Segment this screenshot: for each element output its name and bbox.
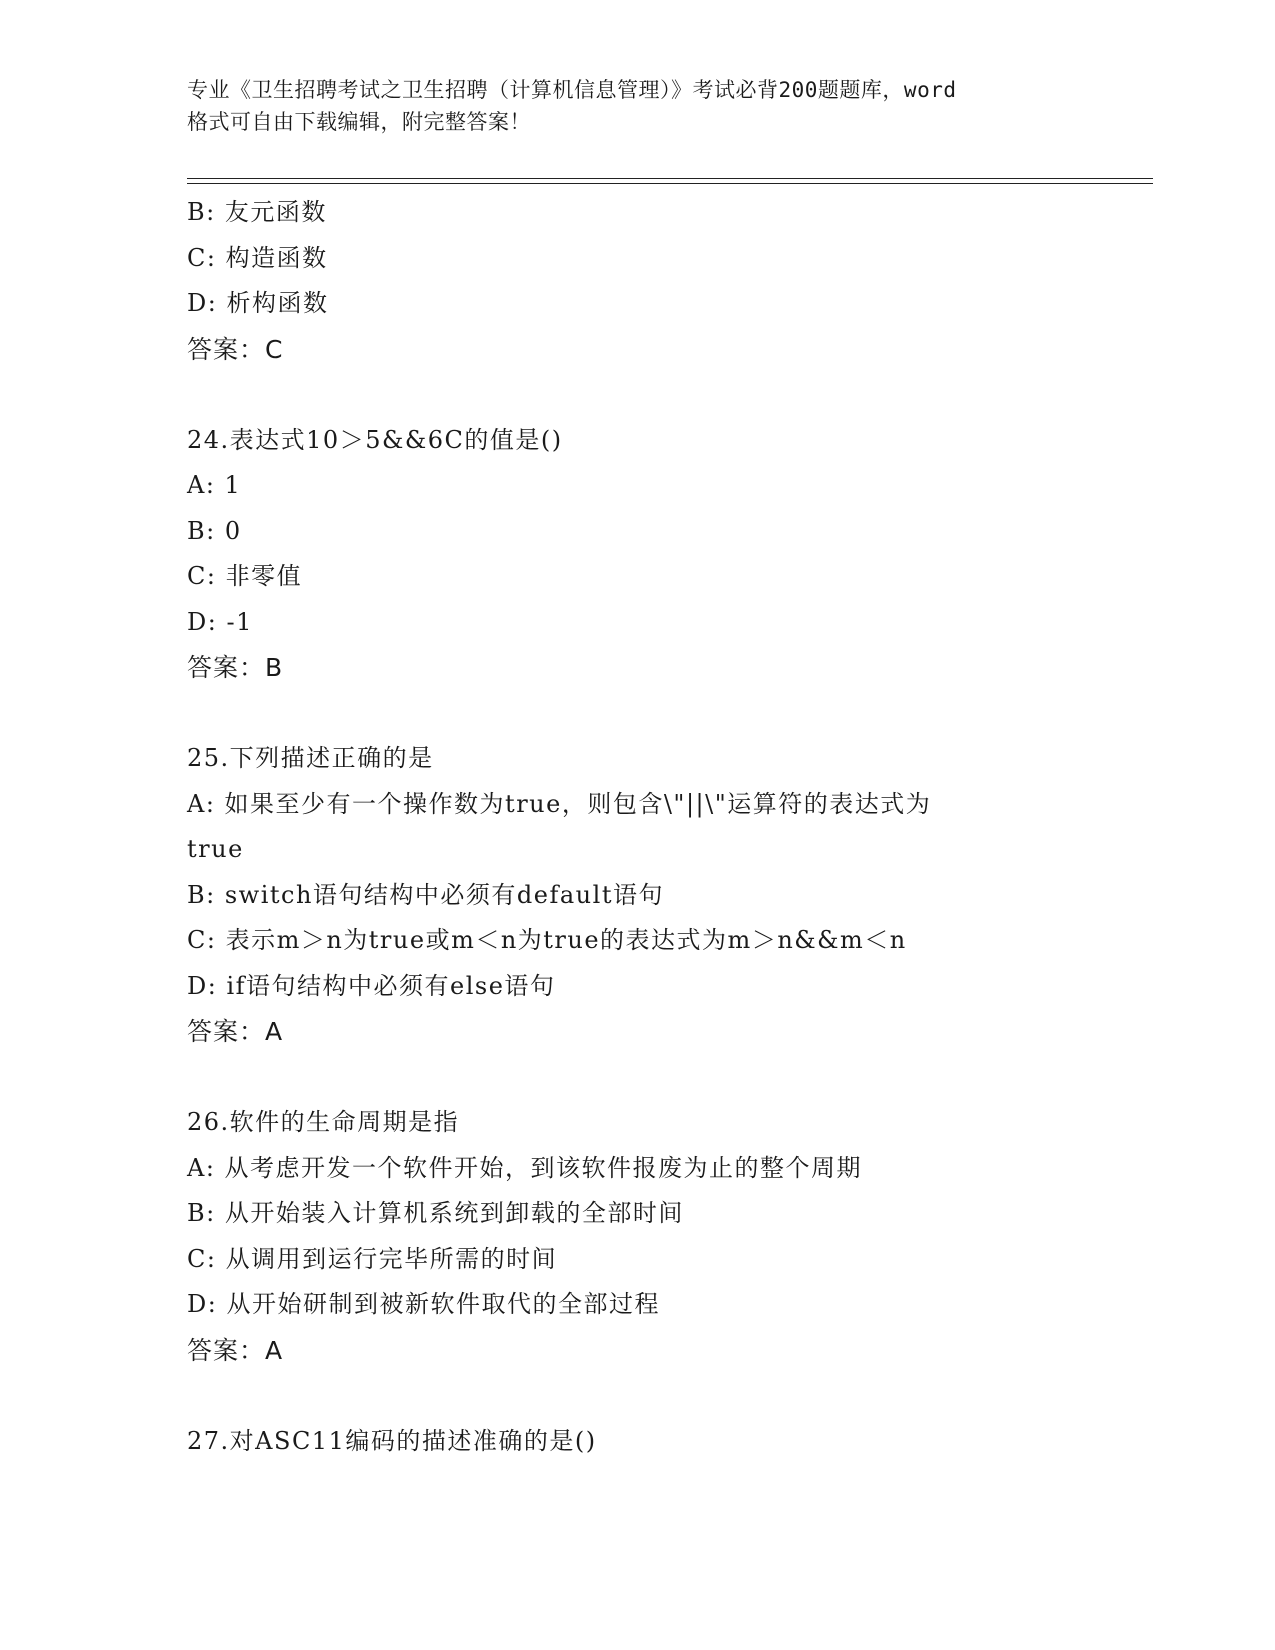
header-line-2: 格式可自由下载编辑，附完整答案！ (187, 110, 531, 134)
option-d: D: -1 (187, 607, 253, 636)
option-d: D: 从开始研制到被新软件取代的全部过程 (187, 1290, 660, 1318)
spacer (187, 1055, 1087, 1101)
answer-line: 答案：A (187, 1017, 284, 1046)
option-a: A: 从考虑开发一个软件开始，到该软件报废为止的整个周期 (187, 1153, 863, 1182)
question-block-26 (187, 1100, 1087, 1373)
header-line-1: 专业《卫生招聘考试之卫生招聘（计算机信息管理）》考试必背200题题库，word (187, 78, 957, 102)
option-c: C: 非零值 (187, 562, 303, 590)
question-text: 26.软件的生命周期是指 (187, 1108, 460, 1136)
option-b: B: 友元函数 (187, 198, 327, 226)
question-list (187, 190, 1087, 1464)
header-divider-top (187, 178, 1153, 179)
answer-line: 答案：A (187, 1335, 284, 1365)
option-c: C: 构造函数 (187, 243, 328, 272)
question-block-24 (187, 418, 1087, 691)
answer-line: 答案：B (187, 653, 284, 682)
document-header (187, 74, 1087, 138)
option-a: A: 1 (187, 471, 242, 499)
spacer (187, 1373, 1087, 1419)
option-a-continuation: true (187, 835, 244, 863)
option-c: C: 从调用到运行完毕所需的时间 (187, 1244, 558, 1273)
spacer (187, 372, 1087, 418)
option-c: C: 表示m＞n为true或m＜n为true的表达式为m＞n&&m＜n (187, 926, 907, 954)
option-b: B: switch语句结构中必须有default语句 (187, 880, 664, 909)
header-divider-bottom (187, 183, 1153, 184)
option-b: B: 从开始装入计算机系统到卸载的全部时间 (187, 1199, 684, 1227)
question-text: 24.表达式10＞5&&6C的值是() (187, 425, 563, 454)
spacer (187, 691, 1087, 737)
question-text: 25.下列描述正确的是 (187, 744, 434, 772)
option-b: B: 0 (187, 516, 242, 545)
question-text: 27.对ASC11编码的描述准确的是() (187, 1426, 597, 1455)
option-d: D: if语句结构中必须有else语句 (187, 971, 556, 1000)
answer-line: 答案：C (187, 334, 284, 364)
option-d: D: 析构函数 (187, 289, 329, 317)
question-block-27 (187, 1419, 1087, 1465)
question-block-23 (187, 190, 1087, 372)
question-block-25 (187, 736, 1087, 1055)
option-a: A: 如果至少有一个操作数为true，则包含\"||\"运算符的表达式为 (187, 789, 932, 818)
